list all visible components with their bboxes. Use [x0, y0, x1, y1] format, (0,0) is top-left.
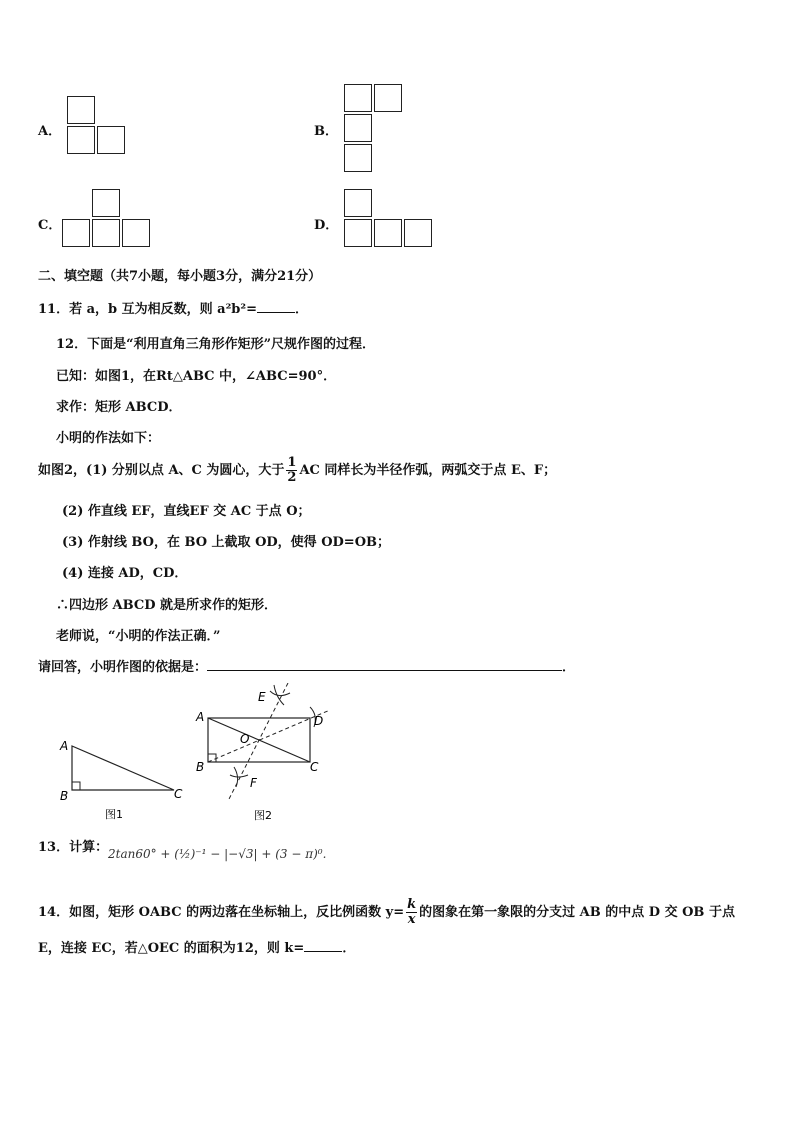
q12-method: 小明的作法如下： — [56, 431, 161, 446]
figure-1 — [50, 730, 190, 830]
fig1-label-b: B — [60, 789, 69, 803]
fig1-label-a: A — [60, 739, 69, 753]
half-fraction: $\frac{1}{2}$ — [287, 455, 297, 485]
right-angle-mark — [72, 782, 80, 790]
arc-e-1 — [270, 691, 290, 696]
q12-teacher: 老师说，“小明的作法正确．” — [56, 629, 221, 644]
q12-conclusion: ∴四边形 ABCD 就是所求作的矩形． — [56, 598, 277, 613]
q12-step3: (3) 作射线 BO，在 BO 上截取 OD，使得 OD=OB； — [62, 535, 391, 550]
fig2-right-angle-mark — [208, 754, 216, 762]
question-11 — [38, 298, 308, 317]
q12-step1-pre: 如图2，(1) 分别以点 A、C 为圆心，大于 — [38, 463, 285, 478]
section-title: 二、填空题（共7小题，每小题3分，满分21分） — [38, 269, 322, 284]
figure-2 — [190, 683, 350, 825]
q12-step1-post: AC 同样长为半径作弧，两弧交于点 E、F； — [299, 463, 557, 478]
q11-answer-blank[interactable] — [257, 300, 295, 313]
fig2-caption: 图2 — [254, 809, 272, 822]
option-b-label: B． — [314, 124, 338, 139]
option-a-label: A． — [38, 124, 62, 139]
option-c-label: C． — [38, 218, 62, 233]
option-d-label: D． — [314, 218, 339, 233]
fig2-label-a: A — [196, 710, 205, 724]
q12-ask-tail: ． — [562, 660, 576, 675]
q12-ask-text: 请回答，小明作图的依据是： — [38, 660, 208, 675]
q13-tail: . — [322, 847, 327, 861]
q14-line1-post: 的图象在第一象限的分支过 AB 的中点 D 交 OB 于点 — [419, 905, 735, 920]
q12-find: 求作：矩形 ABCD． — [56, 400, 182, 415]
q11-text: 11．若 a，b 互为相反数，则 a²b²= — [38, 302, 257, 317]
fig2-label-b: B — [196, 760, 205, 774]
fig2-label-o: O — [240, 732, 250, 746]
q12-intro: 12．下面是“利用直角三角形作矩形”尺规作图的过程． — [56, 337, 376, 352]
q14-answer-blank[interactable] — [304, 939, 342, 952]
q12-step1 — [38, 456, 556, 485]
fig2-label-f: F — [250, 776, 257, 790]
q13-formula — [108, 847, 326, 861]
q12-given: 已知：如图1，在Rt△ABC 中，∠ABC=90°． — [56, 369, 337, 384]
arc-f-1 — [230, 775, 248, 777]
triangle-abc — [72, 746, 174, 790]
fig2-label-c: C — [310, 760, 319, 774]
q13-formula-text: 2tan60° + (½)⁻¹ − |−√3| + (3 − π)⁰ — [108, 847, 323, 861]
q14-line2-text: E，连接 EC，若△OEC 的面积为12，则 k= — [38, 941, 305, 956]
q12-answer-blank[interactable] — [207, 658, 562, 671]
fig2-label-d: D — [314, 714, 324, 728]
q12-step2: (2) 作直线 EF，直线EF 交 AC 于点 O； — [62, 504, 311, 519]
fig1-caption: 图1 — [105, 808, 123, 821]
fig1-label-c: C — [174, 787, 183, 801]
q14-tail: ． — [342, 941, 356, 956]
q14-line1 — [38, 898, 735, 927]
fig2-label-e: E — [258, 690, 266, 704]
q14-line2 — [38, 937, 355, 956]
k-over-x-fraction: $\frac{k}{x}$ — [407, 897, 417, 927]
q14-line1-pre: 14．如图，矩形 OABC 的两边落在坐标轴上，反比例函数 y= — [38, 905, 405, 920]
q12-step4: (4) 连接 AD，CD． — [62, 566, 188, 581]
q11-tail: ． — [294, 302, 308, 317]
q13-label: 13．计算： — [38, 840, 109, 855]
q12-ask — [38, 656, 575, 675]
